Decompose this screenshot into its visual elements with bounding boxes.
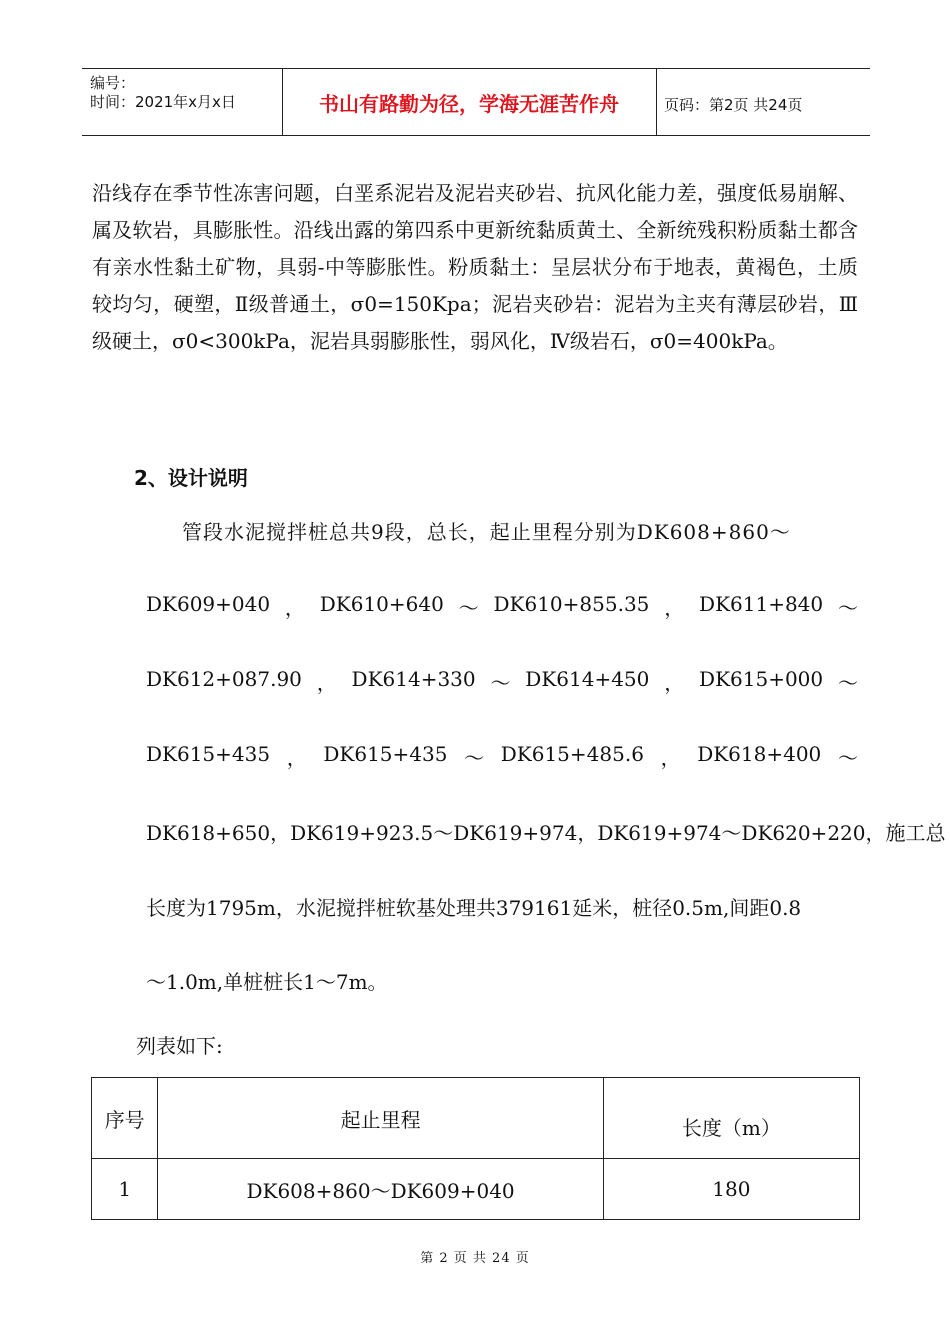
design-line-4-part: DK615+435 bbox=[146, 742, 271, 766]
table-header-cell: 起止里程 bbox=[158, 1078, 603, 1159]
header-number-label: 编号： bbox=[90, 74, 136, 92]
design-line-4-part: ～ bbox=[464, 746, 485, 770]
design-line-4-part: ～ bbox=[837, 746, 858, 770]
header-bottom-border bbox=[82, 135, 870, 136]
section-heading-design: 2、设计说明 bbox=[134, 466, 248, 490]
design-line-2-part: DK609+040 bbox=[146, 592, 271, 616]
mileage-table bbox=[91, 1077, 860, 1220]
design-line-3-part: ， bbox=[316, 671, 337, 695]
design-line-2-part: DK611+840 bbox=[699, 592, 824, 616]
header-motto: 书山有路勤为径，学海无涯苦作舟 bbox=[319, 92, 619, 116]
header-divider-right bbox=[656, 68, 657, 136]
design-line-2-part: ， bbox=[284, 596, 305, 620]
design-line-4-part: DK615+435 bbox=[323, 742, 448, 766]
header-top-border bbox=[82, 68, 870, 69]
design-line-4-part: DK618+400 bbox=[697, 742, 822, 766]
table-cell: 180 bbox=[603, 1159, 859, 1220]
design-line-1: 管段水泥搅拌桩总共9段，总长，起止里程分别为DK608+860～ bbox=[182, 520, 791, 544]
design-line-5: DK618+650，DK619+923.5～DK619+974，DK619+974～DK620+220，施工总 bbox=[146, 821, 946, 845]
table-cell: DK608+860～DK609+040 bbox=[158, 1159, 603, 1220]
design-line-7: ～1.0m,单桩桩长1～7m。 bbox=[146, 970, 388, 994]
design-line-3-part: DK614+330 bbox=[351, 667, 476, 691]
design-line-4-part: DK615+485.6 bbox=[500, 742, 644, 766]
list-intro: 列表如下: bbox=[136, 1034, 223, 1058]
design-line-2-part: DK610+640 bbox=[319, 592, 444, 616]
page-footer: 第 2 页 共 24 页 bbox=[420, 1251, 530, 1266]
design-line-4-part: ， bbox=[286, 746, 307, 770]
design-line-2-part: ， bbox=[664, 596, 685, 620]
header-time-label: 时间：2021年x月x日 bbox=[90, 93, 236, 111]
design-line-3-part: DK615+000 bbox=[699, 667, 824, 691]
design-line-3-part: DK614+450 bbox=[525, 667, 650, 691]
design-line-2-part: DK610+855.35 bbox=[493, 592, 650, 616]
design-line-3-part: ～ bbox=[490, 671, 511, 695]
design-line-3-part: ～ bbox=[837, 671, 858, 695]
table-header-row bbox=[92, 1078, 860, 1159]
design-line-2-part: ～ bbox=[837, 596, 858, 620]
table-header-cell: 长度（m） bbox=[603, 1078, 859, 1159]
table-header-cell: 序号 bbox=[92, 1078, 158, 1159]
design-line-4 bbox=[146, 742, 858, 771]
header-page-label: 页码：第2页 共24页 bbox=[664, 96, 803, 114]
table-row bbox=[92, 1159, 860, 1220]
design-line-4-part: ， bbox=[660, 746, 681, 770]
table-cell: 1 bbox=[92, 1159, 158, 1220]
design-line-3-part: ， bbox=[664, 671, 685, 695]
design-line-3-part: DK612+087.90 bbox=[146, 667, 302, 691]
design-line-2-part: ～ bbox=[458, 596, 479, 620]
design-line-3 bbox=[146, 667, 858, 696]
design-line-2 bbox=[146, 592, 858, 621]
design-line-6: 长度为1795m，水泥搅拌桩软基处理共379161延米，桩径0.5m,间距0.8 bbox=[146, 896, 802, 920]
geology-paragraph: 沿线存在季节性冻害问题，白垩系泥岩及泥岩夹砂岩、抗风化能力差，强度低易崩解、属及软岩，具膨胀性。沿线出露的第四系中更新统黏质黄土、全新统残积粉质黏土都含有亲水性黏土矿物，具弱-中等膨胀性。粉质黏土：呈层状分布于地表，黄褐色，土质较均匀，硬塑，Ⅱ级普通土，σ0=150Kpa；泥岩夹砂岩：泥岩为主夹有薄层砂岩，Ⅲ级硬土，σ0<300kPa，泥岩具弱膨胀性，弱风化，Ⅳ级岩石，σ0=400kPa。 bbox=[92, 181, 858, 353]
